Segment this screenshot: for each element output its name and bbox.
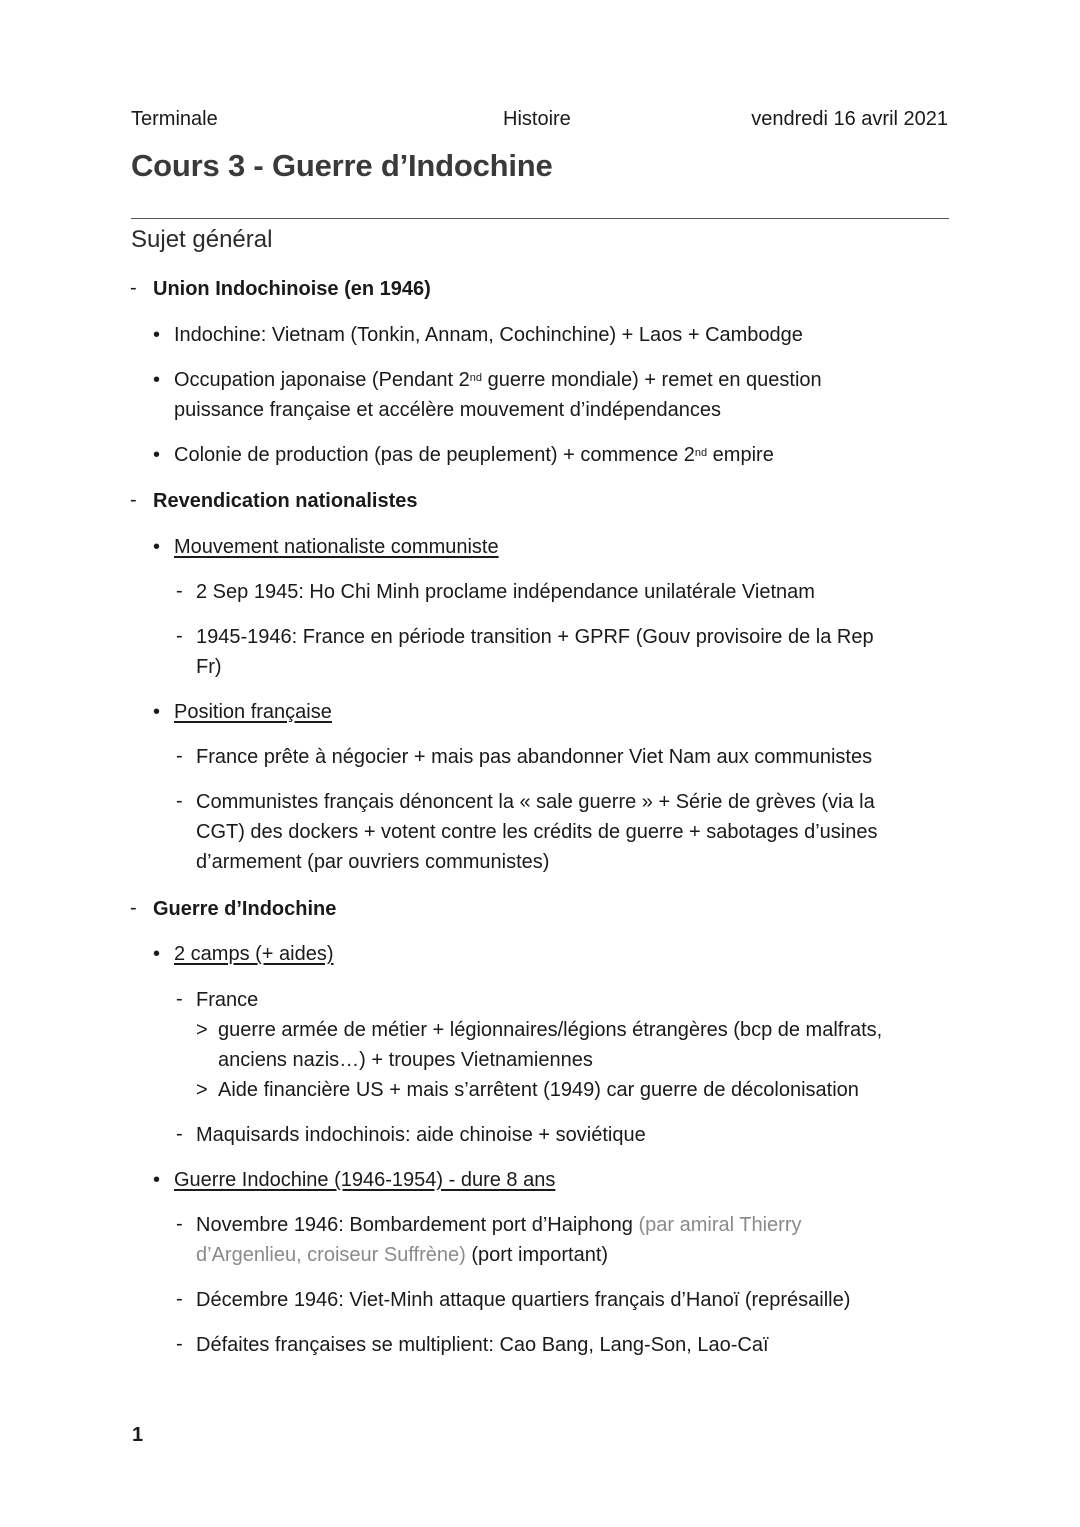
list-item: Occupation japonaise (Pendant 2nd guerre mondiale) + remet en question (174, 369, 822, 391)
header-level: Terminale (131, 108, 218, 130)
subheading: Position française (174, 701, 332, 723)
bullet-marker: • (153, 444, 161, 466)
list-item-continuation: d’armement (par ouvriers communistes) (196, 851, 550, 873)
list-item: 2 Sep 1945: Ho Chi Minh proclame indépendance unilatérale Vietnam (196, 581, 815, 603)
list-item: Indochine: Vietnam (Tonkin, Annam, Cochinchine) + Laos + Cambodge (174, 324, 803, 346)
grey-aside: (par amiral Thierry (638, 1214, 802, 1236)
page-number: 1 (132, 1424, 144, 1446)
dash-marker: - (176, 1123, 183, 1145)
subheading: 2 camps (+ aides) (174, 943, 334, 965)
arrow-marker: > (196, 1019, 208, 1041)
dash-marker: - (176, 625, 183, 647)
list-item: Maquisards indochinois: aide chinoise + soviétique (196, 1124, 646, 1146)
dash-marker: - (176, 580, 183, 602)
section-marker: - (130, 277, 137, 299)
arrow-marker: > (196, 1079, 208, 1101)
dash-marker: - (176, 1288, 183, 1310)
grey-aside: d’Argenlieu, croiseur Suffrène) (196, 1244, 466, 1266)
list-item-continuation: anciens nazis…) + troupes Vietnamiennes (218, 1049, 593, 1071)
dash-marker: - (176, 1213, 183, 1235)
subheading: Guerre Indochine (1946-1954) - dure 8 ans (174, 1169, 556, 1191)
list-item: France (196, 989, 259, 1011)
list-item: 1945-1946: France en période transition + GPRF (Gouv provisoire de la Rep (196, 626, 874, 648)
section-subtitle: Sujet général (131, 226, 273, 253)
section-marker: - (130, 489, 137, 511)
bullet-marker: • (153, 536, 161, 558)
subheading: Mouvement nationaliste communiste (174, 536, 499, 558)
list-item-continuation: Fr) (196, 656, 222, 678)
list-item: France prête à négocier + mais pas abandonner Viet Nam aux communistes (196, 746, 873, 768)
bullet-marker: • (153, 943, 161, 965)
bullet-marker: • (153, 324, 161, 346)
header-date: vendredi 16 avril 2021 (751, 108, 948, 130)
dash-marker: - (176, 988, 183, 1010)
list-item: guerre armée de métier + légionnaires/légions étrangères (bcp de malfrats, (218, 1019, 883, 1041)
title-divider (131, 218, 949, 219)
bullet-marker: • (153, 369, 161, 391)
list-item-continuation: d’Argenlieu, croiseur Suffrène) (port important) (196, 1244, 609, 1266)
section-heading-revendication: Revendication nationalistes (153, 490, 418, 512)
list-item: Décembre 1946: Viet-Minh attaque quartiers français d’Hanoï (représaille) (196, 1289, 851, 1311)
list-item: Aide financière US + mais s’arrêtent (1949) car guerre de décolonisation (218, 1079, 859, 1101)
bullet-marker: • (153, 701, 161, 723)
bullet-marker: • (153, 1169, 161, 1191)
header-subject: Histoire (503, 108, 571, 130)
page-title: Cours 3 - Guerre d’Indochine (131, 148, 553, 183)
dash-marker: - (176, 790, 183, 812)
section-marker: - (130, 897, 137, 919)
list-item: Colonie de production (pas de peuplement) + commence 2nd empire (174, 444, 774, 466)
section-heading-guerre: Guerre d’Indochine (153, 898, 337, 920)
section-heading-union: Union Indochinoise (en 1946) (153, 278, 431, 300)
list-item-continuation: CGT) des dockers + votent contre les crédits de guerre + sabotages d’usines (196, 821, 878, 843)
list-item: Novembre 1946: Bombardement port d’Haiphong (par amiral Thierry (196, 1214, 802, 1236)
dash-marker: - (176, 745, 183, 767)
dash-marker: - (176, 1333, 183, 1355)
list-item: Défaites françaises se multiplient: Cao Bang, Lang-Son, Lao-Caï (196, 1334, 769, 1356)
list-item: Communistes français dénoncent la « sale guerre » + Série de grèves (via la (196, 791, 875, 813)
list-item-continuation: puissance française et accélère mouvement d’indépendances (174, 399, 722, 421)
